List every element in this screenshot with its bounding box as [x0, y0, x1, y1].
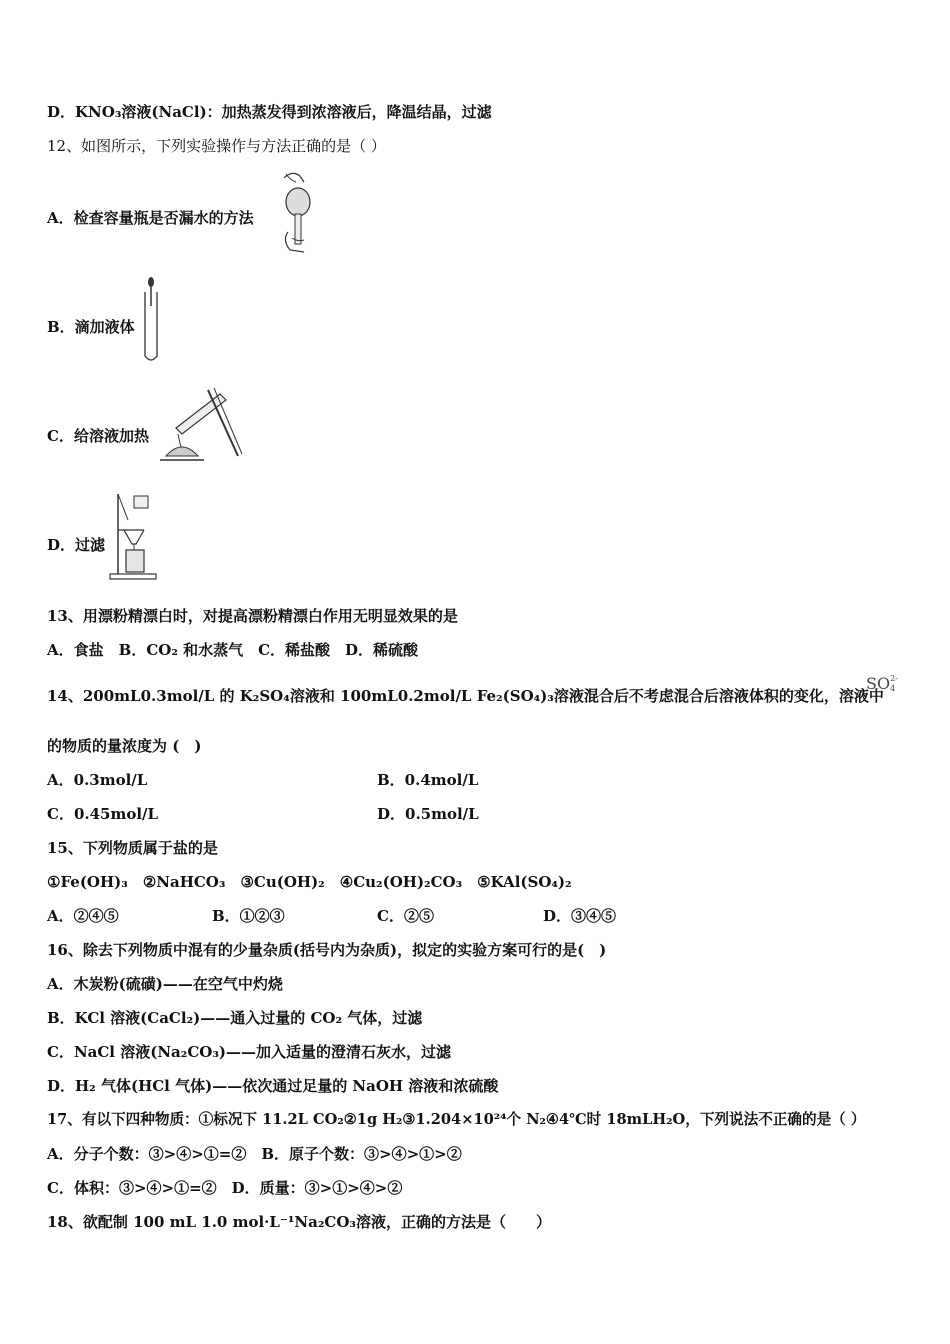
q14-option-a: A．0.3mol/L [47, 771, 148, 789]
filtration-apparatus-figure [106, 490, 162, 582]
ion-symbol: SO [866, 674, 891, 693]
q17-stem: 17、有以下四种物质：①标况下 11.2L CO₂②1g H₂③1.204×10²⁴个 N₂④4℃时 18mLH₂O，下列说法不正确的是（ ） [47, 1111, 866, 1128]
q14-option-d: D．0.5mol/L [377, 805, 479, 823]
ion-charge: 2- [890, 674, 898, 683]
option-text: KNO₃溶液(NaCl)：加热蒸发得到浓溶液后，降温结晶，过滤 [75, 103, 492, 121]
q12-option-d: D．过滤 [47, 536, 106, 554]
q16-stem: 16、除去下列物质中混有的少量杂质(括号内为杂质)，拟定的实验方案可行的是( ) [47, 941, 607, 959]
q14-option-b: B．0.4mol/L [377, 771, 479, 789]
q17-options-ab: A．分子个数：③>④>①=② B．原子个数：③>④>①>② [47, 1145, 462, 1163]
q15-option-c: C．②⑤ [377, 907, 434, 925]
q15-stem: 15、下列物质属于盐的是 [47, 839, 218, 857]
q15-option-b: B．①②③ [212, 907, 285, 925]
heating-test-tube-figure [158, 384, 244, 466]
q12-stem: 12、如图所示，下列实验操作与方法正确的是（ ） [47, 137, 386, 155]
q15-option-a: A．②④⑤ [47, 907, 119, 925]
q13-stem: 13、用漂粉精漂白时，对提高漂粉精漂白作用无明显效果的是 [47, 607, 458, 625]
q12-option-b: B．滴加液体 [47, 318, 135, 336]
q14-stem: 14、200mL0.3mol/L 的 K₂SO₄溶液和 100mL0.2mol/L Fe₂(SO₄)₃溶液混合后不考虑混合后溶液体积的变化，溶液中 [47, 687, 884, 705]
q12-option-a: A．检查容量瓶是否漏水的方法 [47, 209, 254, 227]
dropper-test-tube-figure [140, 276, 162, 364]
q16-option-a: A．木炭粉(硫磺)——在空气中灼烧 [47, 975, 283, 993]
option-letter: D． [47, 103, 76, 121]
q11-option-d [47, 102, 492, 122]
q14-stem-continued: 的物质的量浓度为 ( ) [47, 737, 202, 755]
q18-stem: 18、欲配制 100 mL 1.0 mol·L⁻¹Na₂CO₃溶液，正确的方法是（ ） [47, 1213, 551, 1231]
q16-option-c: C．NaCl 溶液(Na₂CO₃)——加入适量的澄清石灰水，过滤 [47, 1043, 451, 1061]
ion-subscript: 4 [890, 684, 896, 693]
sulfate-ion-formula [866, 674, 900, 693]
volumetric-flask-inversion-figure [278, 168, 320, 256]
q15-items: ①Fe(OH)₃ ②NaHCO₃ ③Cu(OH)₂ ④Cu₂(OH)₂CO₃ ⑤KAl(SO₄)₂ [47, 873, 572, 891]
q15-option-d: D．③④⑤ [543, 907, 617, 925]
q16-option-b: B．KCl 溶液(CaCl₂)——通入过量的 CO₂ 气体，过滤 [47, 1009, 423, 1027]
q12-option-c: C．给溶液加热 [47, 427, 149, 445]
q17-options-cd: C．体积：③>④>①=② D．质量：③>①>④>② [47, 1179, 403, 1197]
q13-options: A．食盐 B．CO₂ 和水蒸气 C．稀盐酸 D．稀硫酸 [47, 641, 419, 659]
q16-option-d: D．H₂ 气体(HCl 气体)——依次通过足量的 NaOH 溶液和浓硫酸 [47, 1077, 499, 1095]
q14-option-c: C．0.45mol/L [47, 805, 159, 823]
